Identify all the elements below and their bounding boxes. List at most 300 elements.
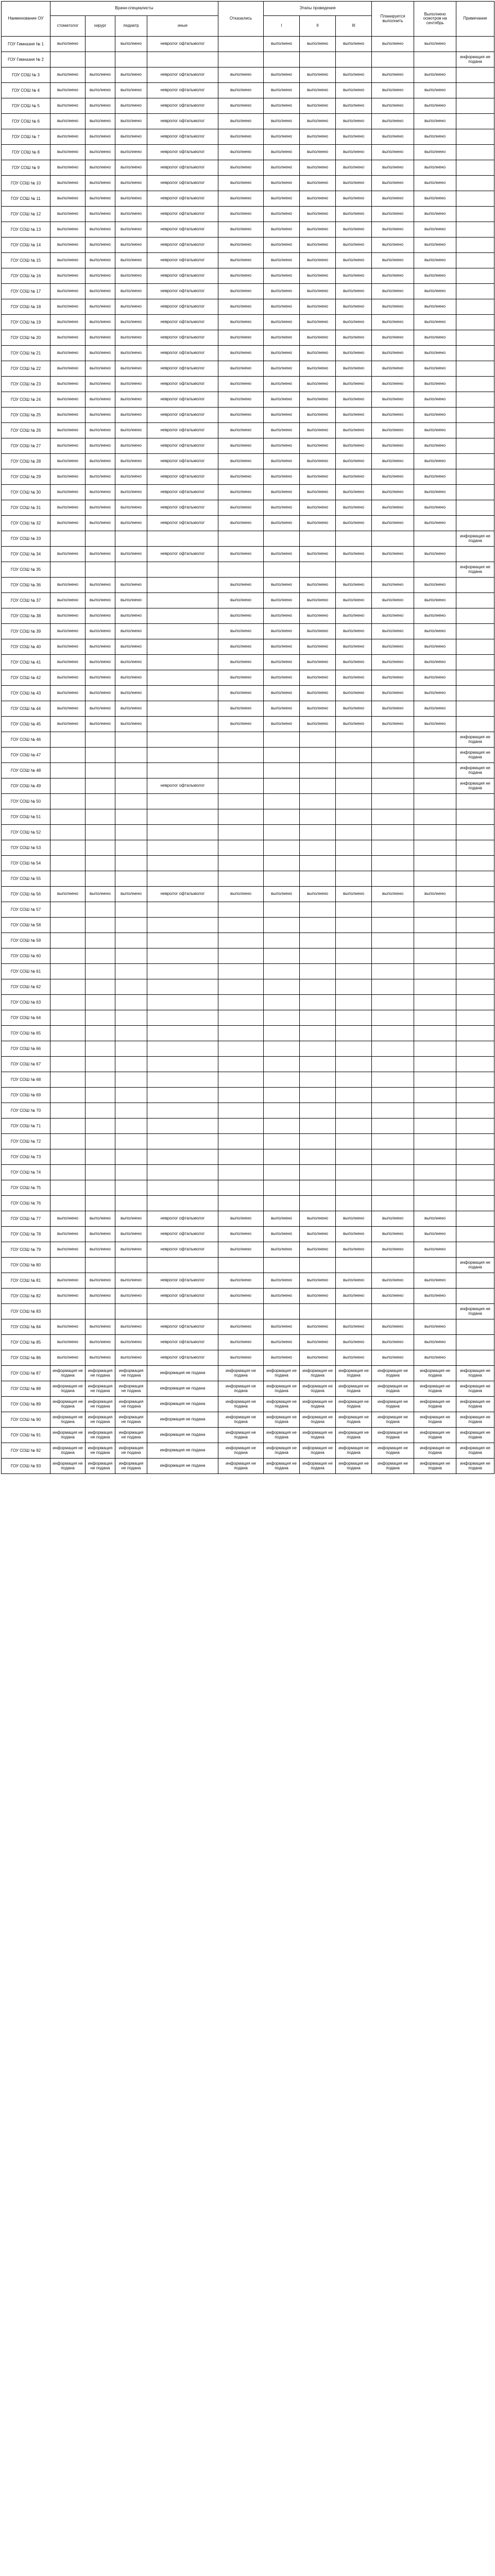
status-cell: выполнено (86, 686, 115, 701)
status-cell (456, 1072, 494, 1088)
status-cell: выполнено (336, 330, 372, 346)
status-cell (336, 1180, 372, 1196)
status-cell (456, 717, 494, 732)
status-cell (264, 531, 300, 547)
status-cell: выполнено (86, 83, 115, 98)
status-cell: выполнено (115, 238, 147, 253)
status-cell (50, 1196, 86, 1211)
status-cell: выполнено (372, 1289, 414, 1304)
status-cell (147, 732, 218, 748)
status-cell (147, 655, 218, 670)
status-cell: выполнено (86, 268, 115, 284)
table-row (2, 83, 494, 98)
status-cell (86, 995, 115, 1010)
status-cell: выполнено (414, 98, 456, 114)
status-cell: выполнено (372, 547, 414, 562)
status-cell (86, 856, 115, 871)
status-cell: выполнено (414, 1211, 456, 1227)
status-cell (115, 531, 147, 547)
status-cell: выполнено (115, 438, 147, 454)
status-cell (147, 1072, 218, 1088)
status-cell (300, 1165, 336, 1180)
status-cell (115, 840, 147, 856)
status-cell: выполнено (414, 639, 456, 655)
status-cell (264, 918, 300, 933)
status-cell: выполнено (414, 222, 456, 238)
status-cell (456, 1088, 494, 1103)
status-cell (372, 732, 414, 748)
status-cell: выполнено (86, 145, 115, 160)
status-cell: выполнено (336, 701, 372, 717)
status-cell (218, 1258, 264, 1273)
org-name-cell: ГОУ СОШ № 65 (2, 1026, 50, 1041)
status-cell: информация не подана (414, 1397, 456, 1412)
status-cell (50, 979, 86, 995)
table-row (2, 1149, 494, 1165)
status-cell: невролог офтальмолог (147, 145, 218, 160)
status-cell (372, 562, 414, 578)
org-name-cell: ГОУ СОШ № 78 (2, 1227, 50, 1242)
status-cell: выполнено (336, 423, 372, 438)
status-cell (336, 1057, 372, 1072)
status-cell: выполнено (372, 268, 414, 284)
status-cell (147, 639, 218, 655)
table-row (2, 1350, 494, 1366)
status-cell (218, 979, 264, 995)
status-cell: информация не подана (50, 1443, 86, 1459)
status-cell: выполнено (218, 500, 264, 516)
status-cell: выполнено (414, 438, 456, 454)
status-cell (372, 840, 414, 856)
status-cell (414, 1118, 456, 1134)
org-name-cell: ГОУ СОШ № 17 (2, 284, 50, 299)
status-cell: выполнено (115, 686, 147, 701)
status-cell: выполнено (218, 67, 264, 83)
status-cell (336, 964, 372, 979)
status-cell: выполнено (372, 299, 414, 315)
status-cell (372, 1304, 414, 1319)
status-cell: выполнено (336, 608, 372, 624)
status-cell: выполнено (300, 701, 336, 717)
status-cell: выполнено (218, 330, 264, 346)
status-cell (218, 933, 264, 948)
status-cell (372, 1026, 414, 1041)
table-row (2, 717, 494, 732)
status-cell: выполнено (86, 67, 115, 83)
status-cell (264, 933, 300, 948)
org-name-cell: ГОУ СОШ № 43 (2, 686, 50, 701)
status-cell: информация не подана (300, 1381, 336, 1397)
table-row (2, 948, 494, 964)
status-cell: информация не подана (414, 1459, 456, 1474)
status-cell: выполнено (372, 191, 414, 207)
status-cell (300, 1072, 336, 1088)
status-cell: информация не подана (86, 1443, 115, 1459)
status-cell: выполнено (300, 1350, 336, 1366)
status-cell: выполнено (372, 686, 414, 701)
status-cell: выполнено (86, 1273, 115, 1289)
status-cell (86, 1010, 115, 1026)
status-cell (147, 1057, 218, 1072)
table-row (2, 1397, 494, 1412)
status-cell: выполнено (50, 299, 86, 315)
status-cell (300, 1180, 336, 1196)
status-cell (414, 1041, 456, 1057)
status-cell: выполнено (372, 670, 414, 686)
status-cell (414, 918, 456, 933)
status-cell (115, 809, 147, 825)
status-cell: выполнено (264, 701, 300, 717)
status-cell (264, 1057, 300, 1072)
org-name-cell: ГОУ СОШ № 40 (2, 639, 50, 655)
org-name-cell: ГОУ СОШ № 58 (2, 918, 50, 933)
status-cell (147, 717, 218, 732)
org-name-cell: ГОУ СОШ № 70 (2, 1103, 50, 1118)
status-cell: выполнено (86, 1319, 115, 1335)
header-refusal: Отказались (218, 2, 264, 37)
org-name-cell: ГОУ СОШ № 89 (2, 1397, 50, 1412)
status-cell: выполнено (86, 1350, 115, 1366)
status-cell: выполнено (264, 83, 300, 98)
org-name-cell: ГОУ СОШ № 90 (2, 1412, 50, 1428)
status-cell (147, 964, 218, 979)
status-cell (218, 1149, 264, 1165)
org-name-cell: ГОУ СОШ № 73 (2, 1149, 50, 1165)
status-cell: информация не подана (147, 1459, 218, 1474)
status-cell (336, 52, 372, 67)
status-cell: выполнено (115, 593, 147, 608)
status-cell (50, 562, 86, 578)
status-cell: выполнено (115, 608, 147, 624)
status-cell (372, 1041, 414, 1057)
org-name-cell: ГОУ СОШ № 52 (2, 825, 50, 840)
status-cell (456, 902, 494, 918)
status-cell (372, 948, 414, 964)
org-name-cell: ГОУ СОШ № 47 (2, 748, 50, 763)
status-cell: выполнено (336, 408, 372, 423)
status-cell (300, 531, 336, 547)
status-cell: выполнено (264, 1273, 300, 1289)
status-cell (50, 809, 86, 825)
status-cell: информация не подана (218, 1381, 264, 1397)
status-cell (300, 562, 336, 578)
status-cell: выполнено (336, 67, 372, 83)
status-cell: выполнено (300, 346, 336, 361)
org-name-cell: ГОУ СОШ № 6 (2, 114, 50, 129)
status-cell (414, 902, 456, 918)
status-cell (147, 52, 218, 67)
status-cell: выполнено (336, 114, 372, 129)
status-cell (456, 825, 494, 840)
table-row (2, 1196, 494, 1211)
status-cell (300, 1196, 336, 1211)
table-row (2, 778, 494, 794)
table-row (2, 655, 494, 670)
status-cell: выполнено (414, 160, 456, 176)
table-row (2, 1010, 494, 1026)
status-cell (147, 608, 218, 624)
status-cell: выполнено (50, 408, 86, 423)
status-cell: невролог офтальмолог (147, 315, 218, 330)
status-cell: выполнено (336, 83, 372, 98)
header-stage-2: II (300, 16, 336, 37)
status-cell: выполнено (50, 608, 86, 624)
status-cell: выполнено (336, 717, 372, 732)
status-cell: выполнено (218, 98, 264, 114)
status-cell: выполнено (300, 361, 336, 377)
org-name-cell: ГОУ СОШ № 19 (2, 315, 50, 330)
status-cell: выполнено (372, 516, 414, 531)
status-cell: информация не подана (456, 1366, 494, 1381)
status-cell: выполнено (115, 37, 147, 52)
status-cell: выполнено (372, 238, 414, 253)
status-cell (456, 1196, 494, 1211)
status-cell (147, 794, 218, 809)
status-cell (147, 979, 218, 995)
status-cell (372, 52, 414, 67)
status-cell (50, 995, 86, 1010)
status-cell: выполнено (50, 377, 86, 392)
table-row (2, 608, 494, 624)
table-row (2, 547, 494, 562)
status-cell (372, 1072, 414, 1088)
status-cell: выполнено (414, 268, 456, 284)
status-cell (147, 701, 218, 717)
org-name-cell: ГОУ Гимназия № 2 (2, 52, 50, 67)
status-cell: выполнено (372, 361, 414, 377)
status-cell (86, 1072, 115, 1088)
status-cell: выполнено (372, 1211, 414, 1227)
status-cell (456, 995, 494, 1010)
table-row (2, 933, 494, 948)
status-cell: выполнено (264, 346, 300, 361)
status-cell: выполнено (336, 624, 372, 639)
status-cell (336, 794, 372, 809)
status-cell: выполнено (372, 37, 414, 52)
status-cell: выполнено (372, 701, 414, 717)
status-cell: выполнено (50, 284, 86, 299)
status-cell (456, 856, 494, 871)
status-cell (456, 1180, 494, 1196)
status-cell: выполнено (264, 145, 300, 160)
status-cell (336, 809, 372, 825)
table-row (2, 392, 494, 408)
status-cell: информация не подана (456, 1459, 494, 1474)
status-cell: выполнено (50, 361, 86, 377)
status-cell (414, 1196, 456, 1211)
status-cell (115, 871, 147, 887)
status-cell: выполнено (115, 160, 147, 176)
status-cell (218, 794, 264, 809)
org-name-cell: ГОУ СОШ № 22 (2, 361, 50, 377)
status-cell (264, 902, 300, 918)
status-cell: информация не подана (147, 1443, 218, 1459)
status-cell: выполнено (218, 887, 264, 902)
status-cell (372, 979, 414, 995)
status-cell: выполнено (50, 1211, 86, 1227)
status-cell: выполнено (414, 1335, 456, 1350)
status-cell: выполнено (115, 408, 147, 423)
status-cell (456, 83, 494, 98)
org-name-cell: ГОУ СОШ № 61 (2, 964, 50, 979)
status-cell: выполнено (372, 423, 414, 438)
status-cell (456, 1057, 494, 1072)
status-cell (218, 1165, 264, 1180)
table-row (2, 377, 494, 392)
status-cell: выполнено (372, 284, 414, 299)
status-cell: выполнено (86, 701, 115, 717)
status-cell: выполнено (414, 624, 456, 639)
status-cell (336, 1304, 372, 1319)
table-row (2, 887, 494, 902)
status-cell (115, 1258, 147, 1273)
table-header (2, 2, 494, 37)
status-cell: невролог офтальмолог (147, 253, 218, 268)
table-row (2, 918, 494, 933)
org-name-cell: ГОУ СОШ № 27 (2, 438, 50, 454)
status-cell (86, 1103, 115, 1118)
status-cell: выполнено (218, 377, 264, 392)
status-cell (115, 1149, 147, 1165)
status-cell: выполнено (336, 500, 372, 516)
status-cell: выполнено (336, 1211, 372, 1227)
org-name-cell: ГОУ СОШ № 49 (2, 778, 50, 794)
status-cell (50, 778, 86, 794)
status-cell (456, 547, 494, 562)
status-cell (336, 748, 372, 763)
status-cell: выполнено (300, 67, 336, 83)
status-cell (300, 809, 336, 825)
status-cell (456, 1041, 494, 1057)
status-cell: выполнено (300, 887, 336, 902)
status-cell: выполнено (372, 330, 414, 346)
status-cell: выполнено (115, 500, 147, 516)
status-cell: выполнено (115, 191, 147, 207)
status-cell: выполнено (336, 392, 372, 408)
status-cell (264, 748, 300, 763)
status-cell (264, 778, 300, 794)
status-cell: выполнено (336, 547, 372, 562)
org-name-cell: ГОУ СОШ № 30 (2, 485, 50, 500)
status-cell (86, 825, 115, 840)
status-cell: выполнено (115, 887, 147, 902)
status-cell (115, 995, 147, 1010)
status-cell: невролог офтальмолог (147, 191, 218, 207)
status-cell: выполнено (300, 1211, 336, 1227)
status-cell (456, 485, 494, 500)
status-cell: невролог офтальмолог (147, 222, 218, 238)
status-cell: выполнено (264, 207, 300, 222)
status-cell: выполнено (372, 1273, 414, 1289)
org-name-cell: ГОУ СОШ № 48 (2, 763, 50, 778)
status-cell: выполнено (50, 670, 86, 686)
status-cell: выполнено (372, 578, 414, 593)
status-cell (372, 1057, 414, 1072)
table-row (2, 578, 494, 593)
status-cell (86, 794, 115, 809)
status-cell (86, 979, 115, 995)
status-cell (456, 1165, 494, 1180)
status-cell: выполнено (115, 114, 147, 129)
org-name-cell: ГОУ СОШ № 92 (2, 1443, 50, 1459)
status-cell: информация не подана (218, 1397, 264, 1412)
status-cell: выполнено (414, 686, 456, 701)
status-cell (86, 562, 115, 578)
org-name-cell: ГОУ СОШ № 26 (2, 423, 50, 438)
org-name-cell: ГОУ СОШ № 38 (2, 608, 50, 624)
status-cell: выполнено (336, 361, 372, 377)
status-cell: выполнено (336, 98, 372, 114)
status-cell: выполнено (300, 145, 336, 160)
status-cell: выполнено (264, 423, 300, 438)
status-cell (300, 1026, 336, 1041)
status-cell: выполнено (336, 1273, 372, 1289)
status-cell (264, 1180, 300, 1196)
status-cell: выполнено (218, 299, 264, 315)
status-cell (414, 948, 456, 964)
status-cell: информация не подана (336, 1397, 372, 1412)
status-cell: выполнено (414, 593, 456, 608)
org-name-cell: ГОУ СОШ № 16 (2, 268, 50, 284)
status-cell (115, 1103, 147, 1118)
org-name-cell: ГОУ СОШ № 31 (2, 500, 50, 516)
status-cell (456, 686, 494, 701)
status-cell: выполнено (115, 207, 147, 222)
status-cell (300, 52, 336, 67)
status-cell: выполнено (300, 485, 336, 500)
status-cell (50, 732, 86, 748)
status-cell: выполнено (264, 1350, 300, 1366)
status-cell: выполнено (372, 67, 414, 83)
status-cell (300, 794, 336, 809)
status-cell: выполнено (372, 608, 414, 624)
status-cell: выполнено (86, 392, 115, 408)
status-cell: выполнено (218, 129, 264, 145)
status-cell: выполнено (372, 83, 414, 98)
status-cell (218, 531, 264, 547)
status-cell (456, 176, 494, 191)
status-cell (300, 1134, 336, 1149)
status-cell: невролог офтальмолог (147, 238, 218, 253)
status-cell: невролог офтальмолог (147, 547, 218, 562)
status-cell: невролог офтальмолог (147, 268, 218, 284)
status-cell: выполнено (264, 608, 300, 624)
status-cell: выполнено (218, 1289, 264, 1304)
status-cell (50, 1088, 86, 1103)
status-cell (147, 1041, 218, 1057)
status-cell: информация не подана (115, 1412, 147, 1428)
status-cell (414, 1072, 456, 1088)
status-cell: выполнено (414, 176, 456, 191)
status-cell (414, 1149, 456, 1165)
status-cell: информация не подана (264, 1381, 300, 1397)
status-cell: выполнено (218, 83, 264, 98)
org-name-cell: ГОУ СОШ № 51 (2, 809, 50, 825)
org-name-cell: ГОУ СОШ № 84 (2, 1319, 50, 1335)
status-cell: выполнено (86, 593, 115, 608)
status-cell (456, 624, 494, 639)
table-row (2, 809, 494, 825)
status-cell (115, 1072, 147, 1088)
status-cell (336, 1165, 372, 1180)
status-cell (372, 1165, 414, 1180)
status-cell: выполнено (372, 717, 414, 732)
status-cell: невролог офтальмолог (147, 176, 218, 191)
status-cell (336, 933, 372, 948)
status-cell (86, 37, 115, 52)
status-cell (264, 825, 300, 840)
status-cell: невролог офтальмолог (147, 207, 218, 222)
